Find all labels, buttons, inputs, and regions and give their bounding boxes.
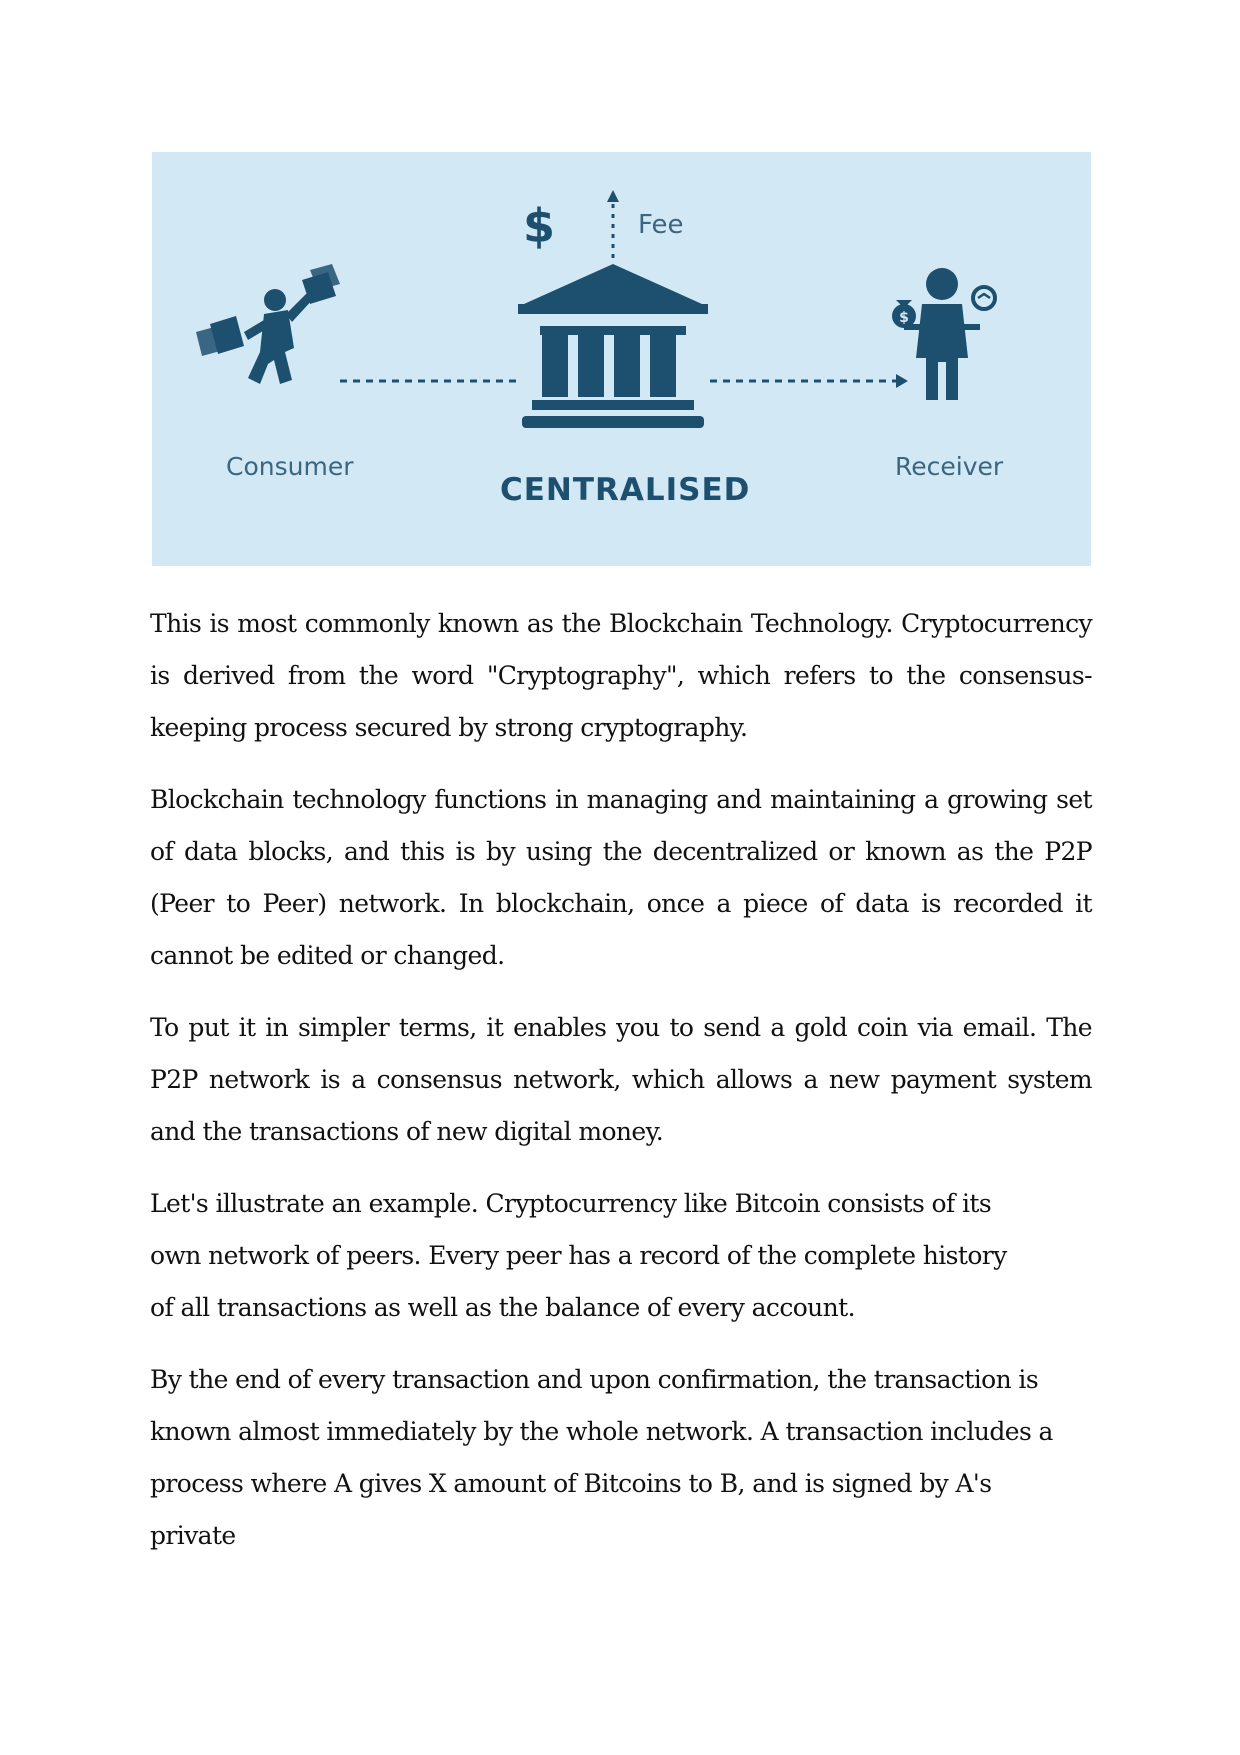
arrow-up-icon [607,190,619,258]
consumer-label: Consumer [226,452,354,481]
paragraph-transaction: By the end of every transaction and upon confirmation, the transaction is known almost immediately by the whole network. A transaction includes a process where A gives X amount of Bitcoins to B, and is signed by A's private [150,1365,1053,1550]
paragraph-blockchain-function: Blockchain technology functions in managing and maintaining a growing set of data blocks, and this is by using the decentralized or known as the P2P (Peer to Peer) network. In blockchain, once a piece of data is recorded it cannot be edited or changed. [150,785,1092,970]
body-text [150,598,1092,1582]
paragraph-simpler-terms: To put it in simpler terms, it enables you to send a gold coin via email. The P2P network is a consensus network, which allows a new payment system and the transactions of new digital money. [150,1013,1092,1146]
diagram-title: CENTRALISED [500,472,751,508]
centralised-diagram [152,152,1091,566]
fee-label: Fee [638,210,684,240]
money-bag-icon [892,300,916,328]
shopper-icon [196,264,340,384]
dollar-icon [523,199,555,253]
receiver-label: Receiver [895,452,1004,481]
bank-icon [518,264,708,428]
paragraph-blockchain-intro: This is most commonly known as the Blockchain Technology. Cryptocurrency is derived from the word "Cryptography", which refers to the consensus-keeping process secured by strong cryptography. [150,609,1092,742]
businessman-icon [904,268,980,400]
coin-icon [973,287,995,309]
svg-text:$: $ [522,199,556,253]
paragraph-bitcoin-example: Let's illustrate an example. Cryptocurrency like Bitcoin consists of its own network of peers. Every peer has a record of the complete history of all transactions as well as the balance of every account. [150,1189,1007,1322]
svg-text:$: $ [899,310,909,326]
